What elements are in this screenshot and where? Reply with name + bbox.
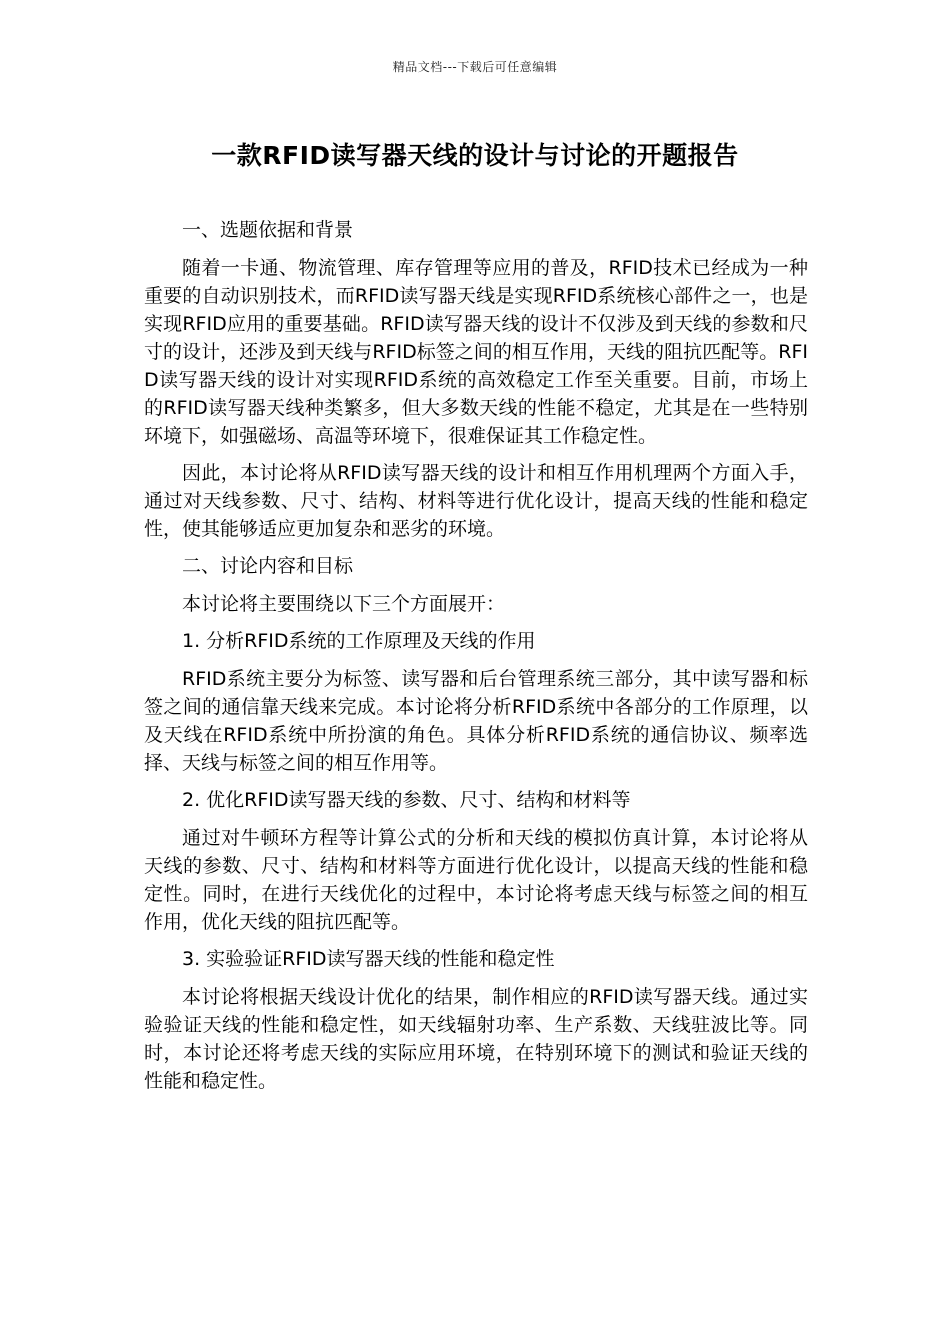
paragraph-item-3: 本讨论将根据天线设计优化的结果，制作相应的RFID读写器天线。通过实验验证天线的性能和稳定性，如天线辐射功率、生产系数、天线驻波比等。同时，本讨论还将考虑天线的实际应用环境，在特别环境下的测试和验证天线的性能和稳定性。 <box>144 986 808 1092</box>
paragraph-background: 随着一卡通、物流管理、库存管理等应用的普及，RFID技术已经成为一种重要的自动识别技术，而RFID读写器天线是实现RFID系统核心部件之一，也是实现RFID应用的重要基础。RFID读写器天线的设计不仅涉及到天线的参数和尺寸的设计，还涉及到天线与RFID标签之间的相互作用，天线的阻抗匹配等。RFID读写器天线的设计对实现RFID系统的高效稳定工作至关重要。目前，市场上的RFID读写器天线种类繁多，但大多数天线的性能不稳定，尤其是在一些特别环境下，如强磁场、高温等环境下，很难保证其工作稳定性。 <box>144 257 808 447</box>
item-heading-1: 1. 分析RFID系统的工作原理及天线的作用 <box>182 630 536 652</box>
document-body <box>144 216 808 1104</box>
section-heading-1: 一、选题依据和背景 <box>182 219 354 241</box>
header-note: 精品文档---下载后可任意编辑 <box>392 60 558 74</box>
section-heading-2: 二、讨论内容和目标 <box>182 555 354 577</box>
paragraph-intro: 本讨论将主要围绕以下三个方面展开： <box>182 593 506 615</box>
document-title: 一款RFID读写器天线的设计与讨论的开题报告 <box>211 141 739 170</box>
paragraph-item-2: 通过对牛顿环方程等计算公式的分析和天线的模拟仿真计算，本讨论将从天线的参数、尺寸、结构和材料等方面进行优化设计，以提高天线的性能和稳定性。同时，在进行天线优化的过程中，本讨论将考虑天线与标签之间的相互作用，优化天线的阻抗匹配等。 <box>144 827 808 933</box>
item-heading-3: 3. 实验验证RFID读写器天线的性能和稳定性 <box>182 948 555 970</box>
paragraph-approach: 因此，本讨论将从RFID读写器天线的设计和相互作用机理两个方面入手，通过对天线参数、尺寸、结构、材料等进行优化设计，提高天线的性能和稳定性，使其能够适应更加复杂和恶劣的环境。 <box>144 462 808 540</box>
paragraph-item-1: RFID系统主要分为标签、读写器和后台管理系统三部分，其中读写器和标签之间的通信靠天线来完成。本讨论将分析RFID系统中各部分的工作原理，以及天线在RFID系统中所扮演的角色。具体分析RFID系统的通信协议、频率选择、天线与标签之间的相互作用等。 <box>144 668 808 774</box>
item-heading-2: 2. 优化RFID读写器天线的参数、尺寸、结构和材料等 <box>182 789 631 811</box>
